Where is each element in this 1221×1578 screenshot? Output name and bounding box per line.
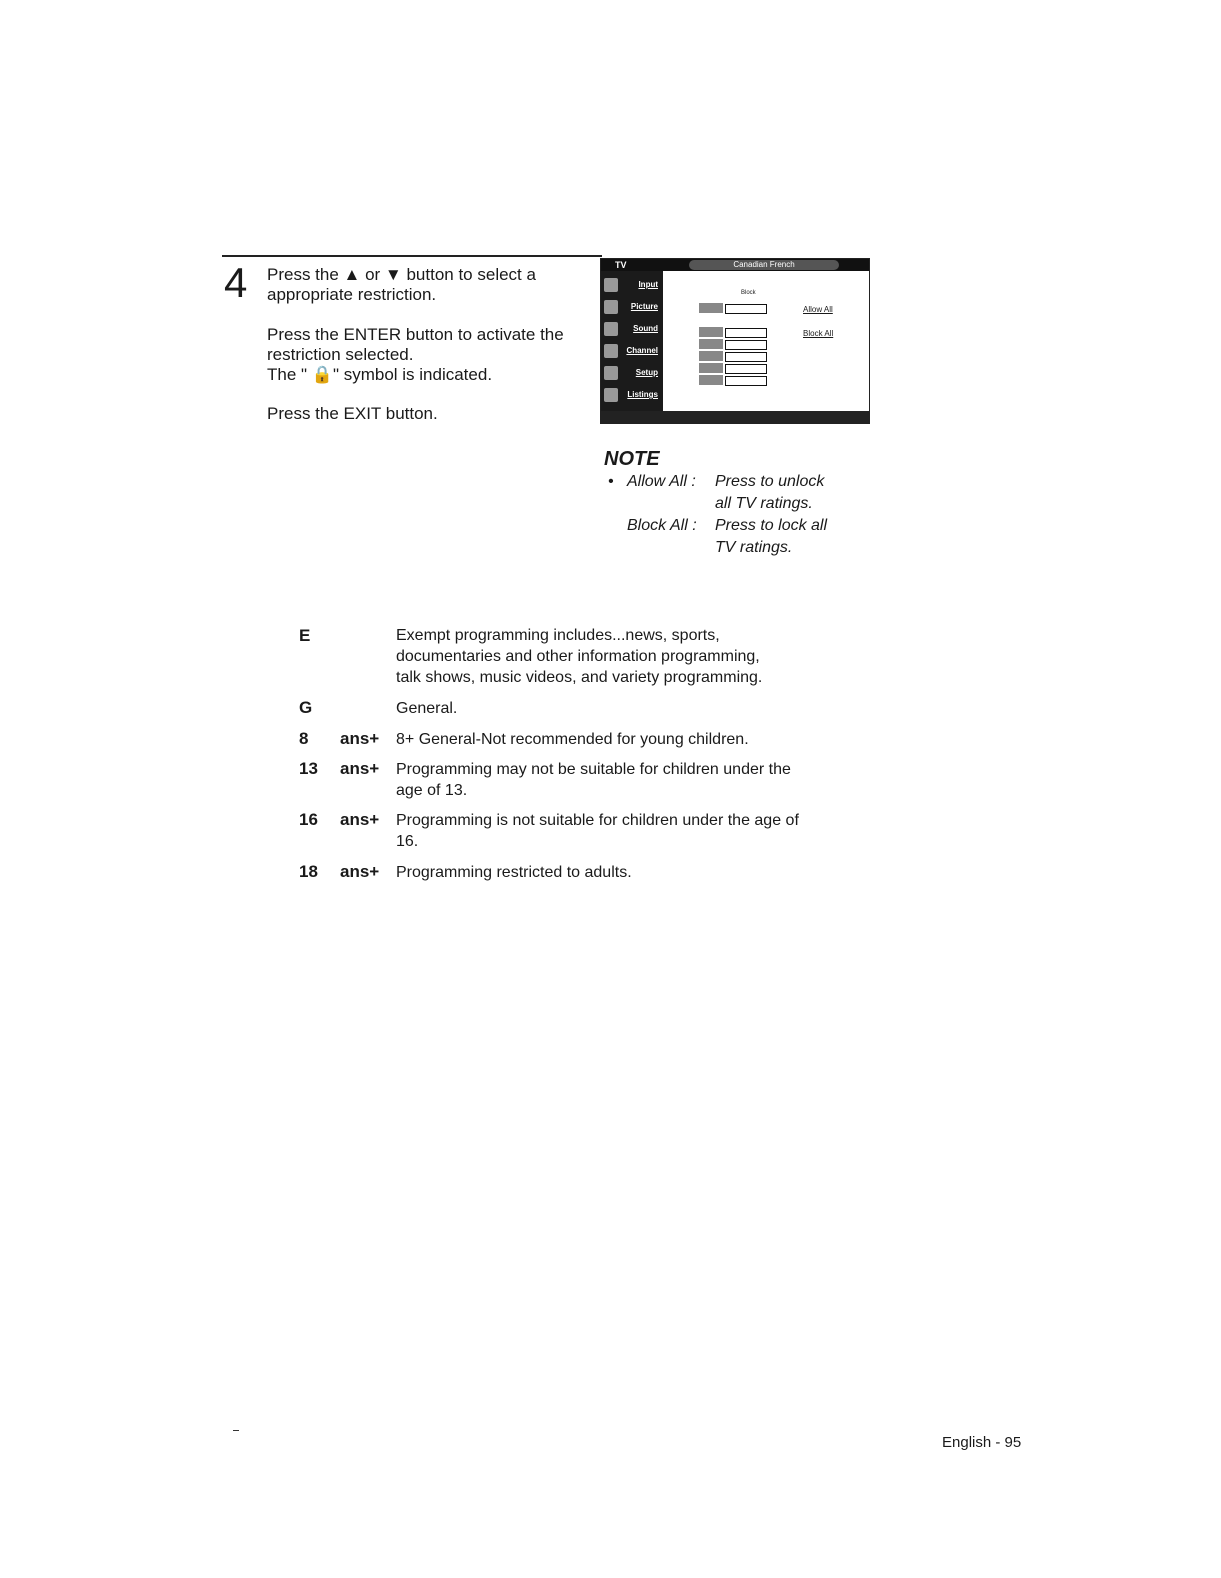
rating-code: 16 xyxy=(299,810,318,829)
rating-code: 18 xyxy=(299,862,318,881)
note-allow-desc: Press to unlock xyxy=(715,473,825,490)
rating-description: Programming may not be suitable for children under the age of 13. xyxy=(396,761,791,799)
listings-icon xyxy=(604,388,618,402)
setup-icon xyxy=(604,366,618,380)
rating-code: 8 xyxy=(299,729,309,748)
rating-suffix: ans+ xyxy=(340,862,380,881)
input-icon xyxy=(604,278,618,292)
rating-suffix: ans+ xyxy=(340,759,380,778)
rating-description: Exempt programming includes...news, sports, documentaries and other information programming, talk shows, music videos, and variety programming. xyxy=(396,627,763,686)
step-line: Press the ▲ or ▼ button to select a xyxy=(267,265,536,284)
rating-code: G xyxy=(299,698,313,717)
step-line: Press the EXIT button. xyxy=(267,404,438,423)
step-paragraph-1 xyxy=(267,265,536,305)
note-allow-term: Allow All : xyxy=(627,473,696,490)
note-block-desc: TV ratings. xyxy=(715,539,793,556)
step-paragraph-2 xyxy=(267,325,564,385)
step-paragraph-3 xyxy=(267,404,438,424)
rating-description: Programming is not suitable for children under the age of 16. xyxy=(396,812,799,850)
rating-suffix: ans+ xyxy=(340,729,380,748)
menu-item-channel: Channel xyxy=(603,341,661,361)
rating-description: General. xyxy=(396,700,458,717)
page-mark xyxy=(233,1430,239,1431)
rating-description: Programming restricted to adults. xyxy=(396,864,632,881)
note-heading: NOTE xyxy=(604,448,660,470)
note-block-desc: Press to lock all xyxy=(715,517,828,534)
note-allow-desc: all TV ratings. xyxy=(715,495,813,512)
menu-item-setup: Setup xyxy=(603,363,661,383)
rating-code: 13 xyxy=(299,759,318,778)
note-block-term: Block All : xyxy=(627,517,697,534)
step-line: restriction selected. xyxy=(267,345,414,364)
screen-title: Canadian French xyxy=(689,260,839,270)
screen-block-header: Block xyxy=(741,290,756,296)
screen-top-bar xyxy=(601,259,869,271)
picture-icon xyxy=(604,300,618,314)
step-line: The " 🔒" symbol is indicated. xyxy=(267,365,493,384)
block-all-button: Block All xyxy=(803,329,834,338)
page-footer: English - 95 xyxy=(942,1434,1022,1451)
menu-item-picture: Picture xyxy=(603,297,661,317)
step-line: appropriate restriction. xyxy=(267,285,437,304)
menu-item-listings: Listings xyxy=(603,385,661,405)
section-rule xyxy=(222,255,602,257)
rating-code: E xyxy=(299,626,311,645)
screen-menu xyxy=(601,271,663,411)
channel-icon xyxy=(604,344,618,358)
allow-all-button: Allow All xyxy=(803,305,833,314)
tv-screen-illustration xyxy=(600,258,870,424)
menu-item-sound: Sound xyxy=(603,319,661,339)
rating-description: 8+ General-Not recommended for young children. xyxy=(396,731,749,748)
screen-bottom-bar xyxy=(601,411,869,423)
note-bullet: • xyxy=(608,473,614,490)
rating-suffix: ans+ xyxy=(340,810,380,829)
menu-item-input: Input xyxy=(603,275,661,295)
step-line: Press the ENTER button to activate the xyxy=(267,325,564,344)
sound-icon xyxy=(604,322,618,336)
step-number: 4 xyxy=(224,259,248,306)
screen-tv-label: TV xyxy=(615,260,627,270)
